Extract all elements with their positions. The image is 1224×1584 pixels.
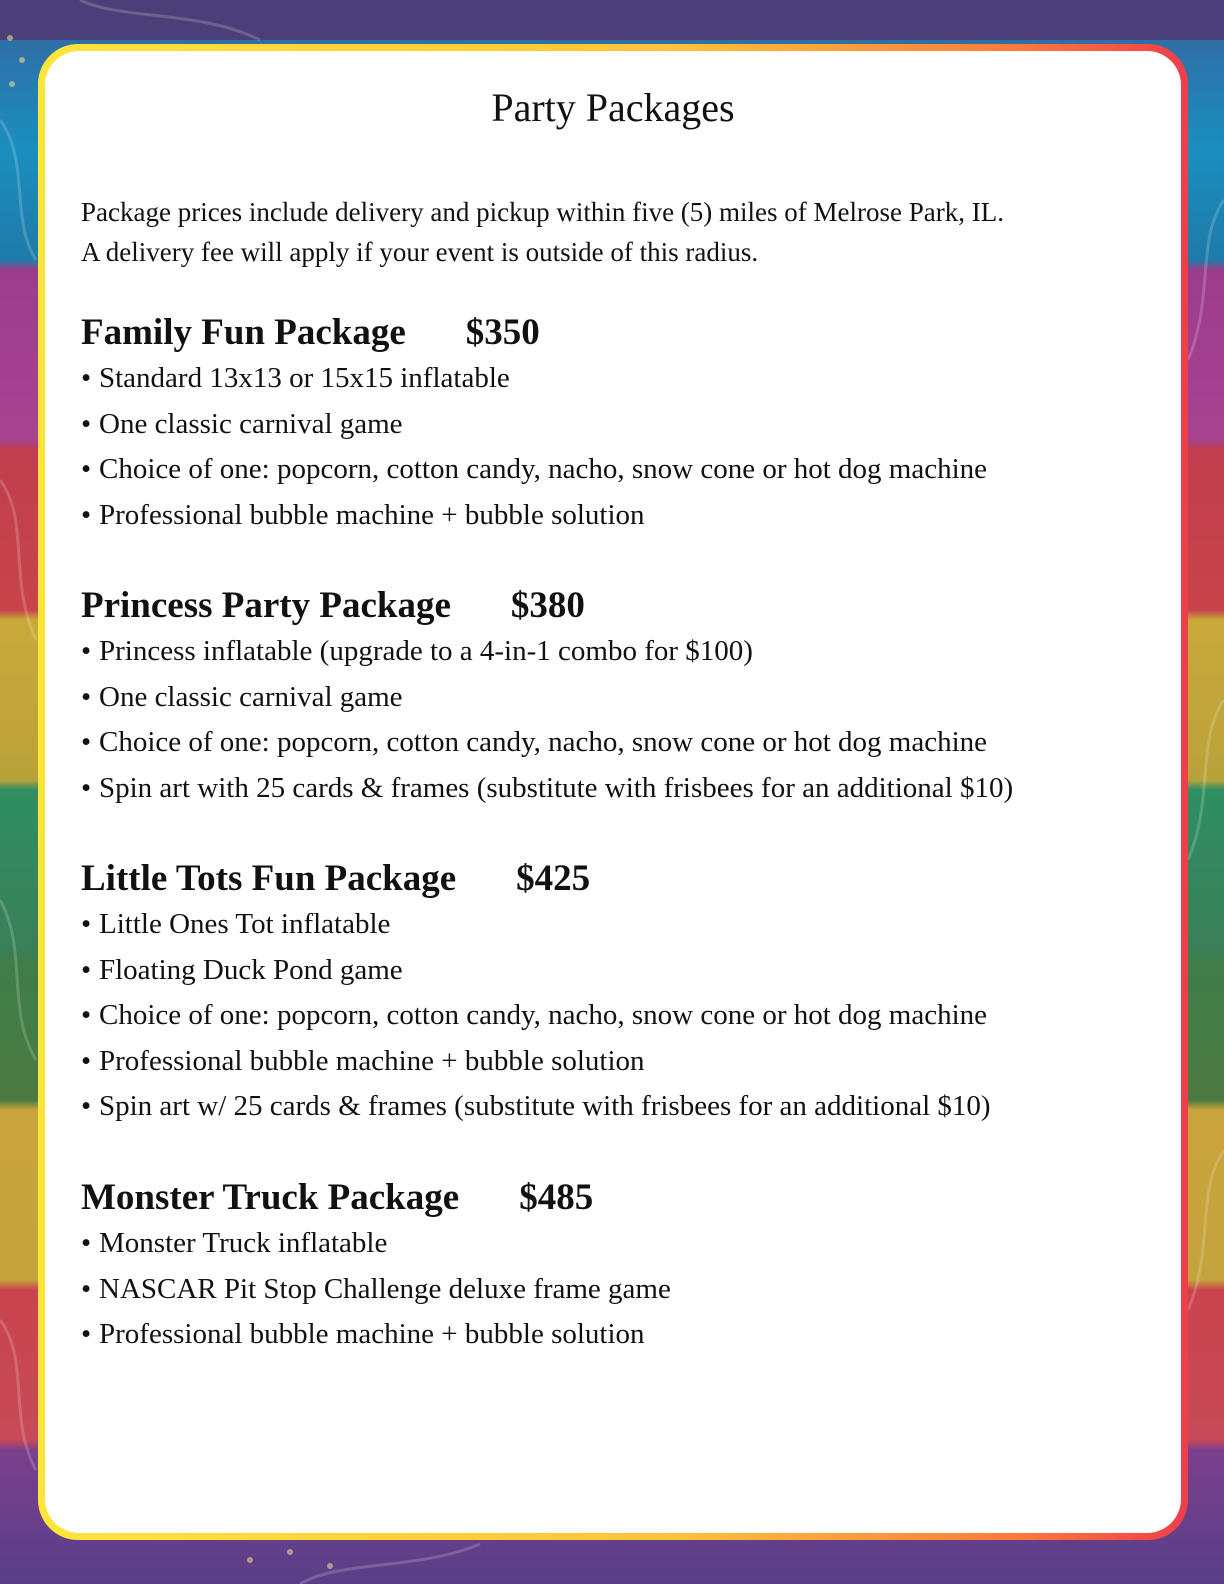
- page-title: Party Packages: [491, 85, 735, 130]
- list-item: • NASCAR Pit Stop Challenge deluxe frame game: [81, 1272, 671, 1305]
- package-price: $380: [510, 585, 585, 626]
- package-price: $425: [516, 858, 591, 899]
- list-item: • Spin art with 25 cards & frames (substitute with frisbees for an additional $10): [81, 771, 1014, 804]
- list-item: • Monster Truck inflatable: [81, 1227, 388, 1259]
- list-item: • Spin art w/ 25 cards & frames (substitute with frisbees for an additional $10): [81, 1090, 991, 1123]
- list-item: • Professional bubble machine + bubble solution: [81, 1318, 645, 1351]
- package-name: Monster Truck Package: [81, 1177, 460, 1218]
- package-princess-party: [81, 583, 1171, 811]
- package-heading: [81, 310, 1171, 356]
- package-name: Family Fun Package: [81, 312, 406, 353]
- list-item: • Little Ones Tot inflatable: [81, 908, 391, 940]
- package-heading: [81, 1175, 1171, 1221]
- package-items: [81, 1221, 1171, 1358]
- package-heading: [81, 583, 1171, 629]
- list-item: • One classic carnival game: [81, 407, 403, 440]
- intro-line-1: Package prices include delivery and pickup within five (5) miles of Melrose Park, IL.: [81, 197, 1004, 227]
- package-name: Princess Party Package: [81, 585, 451, 626]
- package-name: Little Tots Fun Package: [81, 858, 457, 899]
- list-item: • Professional bubble machine + bubble solution: [81, 498, 645, 531]
- list-item: • Choice of one: popcorn, cotton candy, nacho, snow cone or hot dog machine: [81, 726, 988, 759]
- list-item: • One classic carnival game: [81, 680, 403, 713]
- list-item: • Princess inflatable (upgrade to a 4-in-1 combo for $100): [81, 635, 753, 667]
- package-items: [81, 902, 1171, 1130]
- intro-line-2: A delivery fee will apply if your event is outside of this radius.: [81, 237, 759, 267]
- package-little-tots: [81, 856, 1171, 1130]
- list-item: • Floating Duck Pond game: [81, 953, 403, 986]
- package-items: [81, 356, 1171, 538]
- package-price: $350: [465, 312, 540, 353]
- list-item: • Standard 13x13 or 15x15 inflatable: [81, 362, 510, 394]
- package-family-fun: [81, 310, 1171, 538]
- package-items: [81, 629, 1171, 811]
- package-price: $485: [519, 1177, 594, 1218]
- list-item: • Choice of one: popcorn, cotton candy, nacho, snow cone or hot dog machine: [81, 999, 988, 1032]
- package-heading: [81, 856, 1171, 902]
- list-item: • Professional bubble machine + bubble solution: [81, 1044, 645, 1077]
- package-monster-truck: [81, 1175, 1171, 1358]
- list-item: • Choice of one: popcorn, cotton candy, nacho, snow cone or hot dog machine: [81, 453, 988, 486]
- intro-text: [81, 192, 1161, 272]
